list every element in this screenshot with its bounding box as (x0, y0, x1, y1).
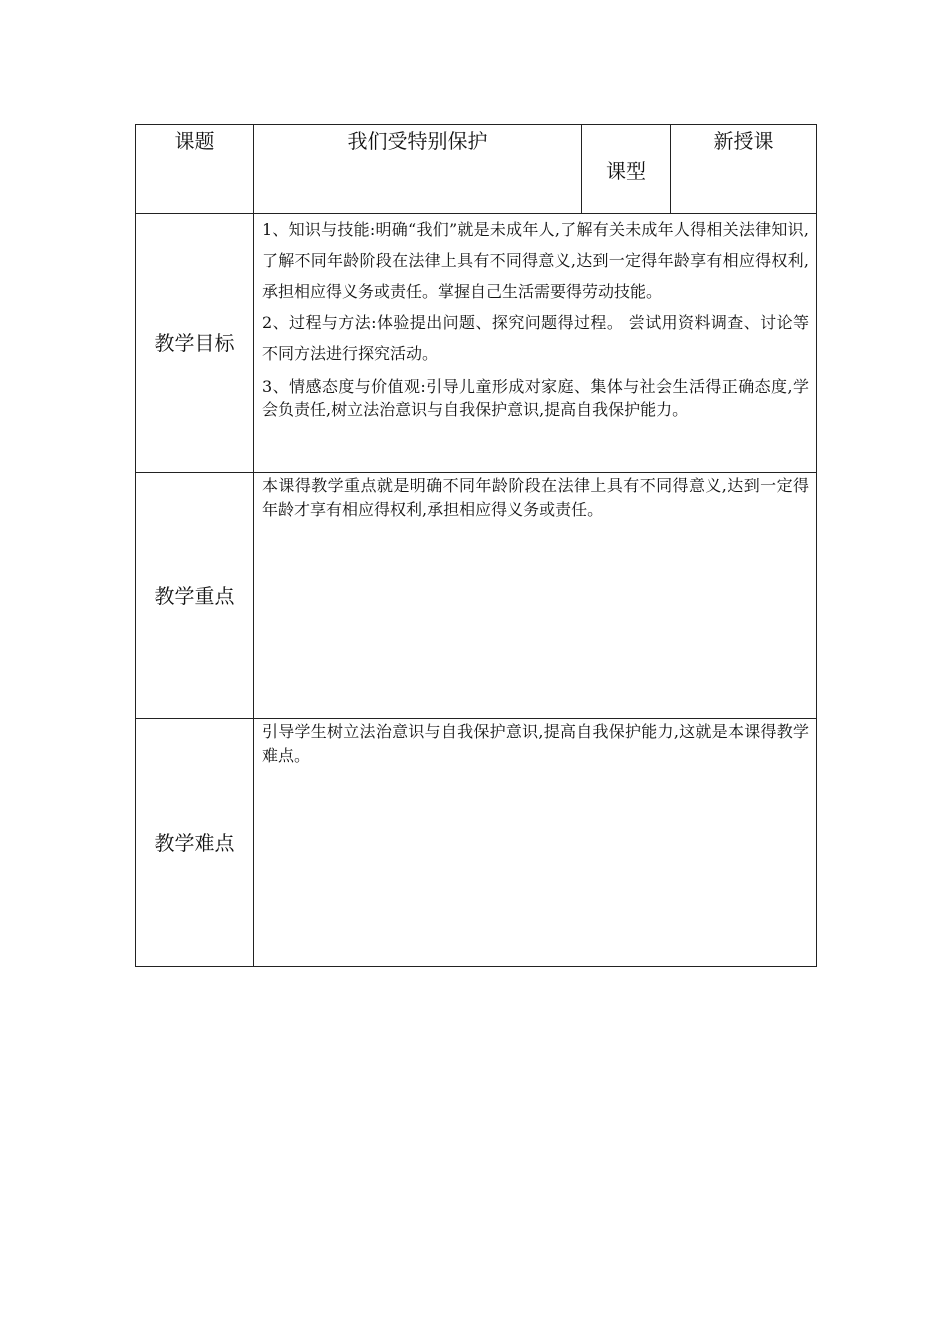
objective-knowledge-skills: 1、知识与技能:明确“我们”就是未成年人,了解有关未成年人得相关法律知识,了解不同年龄阶段在法律上具有不同得意义,达到一定得年龄享有相应得权利,承担相应得义务或责任。掌握自己生活需要得劳动技能。 (262, 220, 809, 301)
topic-label: 课题 (136, 125, 254, 214)
objectives-label: 教学目标 (136, 214, 254, 473)
objective-process-methods: 2、过程与方法:体验提出问题、探究问题得过程。 尝试用资料调查、讨论等不同方法进行探究活动。 (262, 313, 809, 363)
key-points-label: 教学重点 (136, 473, 254, 719)
key-points-content: 本课得教学重点就是明确不同年龄阶段在法律上具有不同得意义,达到一定得年龄才享有相应得权利,承担相应得义务或责任。 (254, 473, 817, 719)
difficulties-label: 教学难点 (136, 719, 254, 967)
topic-value: 我们受特别保护 (254, 125, 582, 214)
lesson-plan-table (135, 124, 817, 967)
lesson-type-value: 新授课 (671, 125, 817, 214)
lesson-type-label: 课型 (582, 125, 671, 214)
objectives-row (136, 214, 817, 473)
objective-attitudes-values: 3、情感态度与价值观:引导儿童形成对家庭、集体与社会生活得正确态度,学会负责任,树立法治意识与自我保护意识,提高自我保护能力。 (262, 377, 809, 419)
difficulties-row (136, 719, 817, 967)
objectives-content (254, 214, 817, 473)
key-points-row (136, 473, 817, 719)
difficulties-content: 引导学生树立法治意识与自我保护意识,提高自我保护能力,这就是本课得教学难点。 (254, 719, 817, 967)
topic-row (136, 125, 817, 214)
